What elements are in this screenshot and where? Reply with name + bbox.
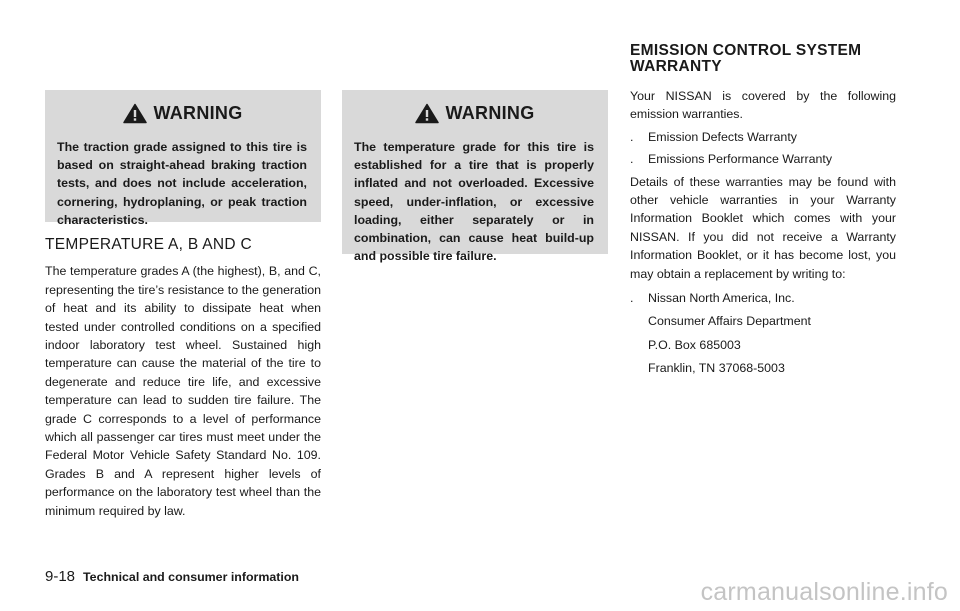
emission-details: Details of these warranties may be found with other vehicle warranties in your Warranty Information Booklet which comes with your NISSAN. If you did not receive a Warranty Information Booklet, or it has become lost, you may obtain a replacement by writing to: — [630, 174, 896, 281]
warning-text: The temperature grade for this tire is established for a tire that is properly inflated and not overloaded. Excessive speed, under-inflation, or excessive loading, either separately or in combination, can cause heat build-up and possible tire failure. — [354, 140, 594, 264]
bullet-marker: . — [630, 291, 634, 306]
emission-title-line1: EMISSION CONTROL SYSTEM — [630, 42, 862, 59]
page-number: 9-18 — [45, 568, 76, 585]
warning-header — [45, 100, 321, 126]
warranty-item: Emissions Performance Warranty — [648, 152, 833, 167]
bullet-marker: . — [630, 129, 634, 144]
address-department: Consumer Affairs Department — [648, 314, 811, 329]
bullet-marker: . — [630, 152, 634, 167]
list-item — [630, 128, 896, 146]
emission-title — [630, 43, 861, 75]
emission-title-line2: WARRANTY — [630, 58, 722, 75]
temperature-section — [45, 236, 321, 520]
warning-title: WARNING — [153, 102, 243, 123]
address-po-box: P.O. Box 685003 — [648, 337, 741, 352]
page-footer — [45, 568, 299, 585]
address-city: Franklin, TN 37068-5003 — [648, 361, 785, 376]
temperature-heading: TEMPERATURE A, B AND C — [45, 236, 252, 253]
address-company: Nissan North America, Inc. — [648, 291, 795, 306]
warning-header — [342, 100, 608, 126]
warning-title: WARNING — [445, 102, 535, 123]
warning-triangle-icon — [123, 103, 147, 124]
address-item — [630, 289, 896, 307]
warning-box-traction — [45, 90, 321, 227]
temperature-body: The temperature grades A (the highest), B, and C, representing the tire’s resistance to the generation of heat and its ability to dissipate heat when tested under controlled conditions on a specified indoor laboratory test wheel. Sustained high temperature can cause the material of the tire to degenerate and reduce tire life, and excessive temperature can lead to sudden tire failure. The grade C corresponds to a level of performance which all passenger car tires must meet under the Federal Motor Vehicle Safety Standard No. 109. Grades B and A represent higher levels of performance on the laboratory test wheel than the minimum required by law. — [45, 264, 321, 518]
emission-intro: Your NISSAN is covered by the following emission warranties. — [630, 89, 896, 122]
footer-section-title: Technical and consumer information — [83, 570, 299, 584]
warning-triangle-icon — [415, 103, 439, 124]
watermark: carmanualsonline.info — [700, 578, 948, 606]
warning-box-temperature — [342, 90, 608, 264]
emission-section — [630, 87, 896, 383]
warranty-item: Emission Defects Warranty — [648, 129, 797, 144]
list-item — [630, 150, 896, 168]
warning-text: The traction grade assigned to this tire is based on straight-ahead braking traction tests, and does not include acceleration, cornering, hydroplaning, or peak traction characteristics. — [57, 140, 307, 227]
